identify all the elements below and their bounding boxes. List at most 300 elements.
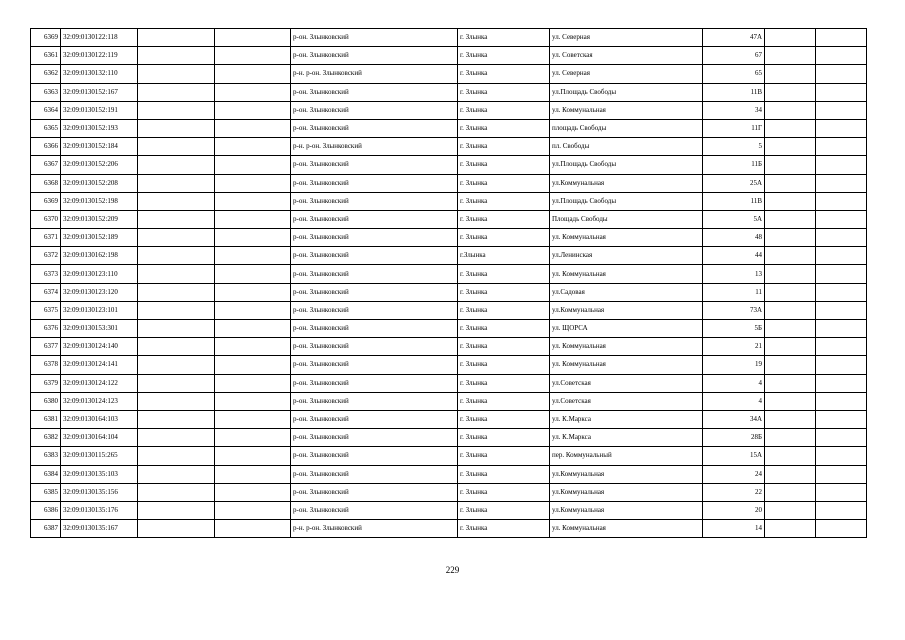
- town-cell: г.Злынка: [458, 247, 550, 265]
- cadastral-number: 32:09:0130122:118: [61, 29, 138, 47]
- empty-cell: [816, 156, 867, 174]
- empty-cell: [765, 283, 816, 301]
- cadastral-number: 32:09:0130124:141: [61, 356, 138, 374]
- table-row: [31, 174, 867, 192]
- district-cell: р-он. Злынковский: [291, 29, 458, 47]
- street-cell: ул. Северная: [550, 29, 703, 47]
- empty-cell: [138, 138, 215, 156]
- empty-cell: [215, 265, 291, 283]
- empty-cell: [765, 447, 816, 465]
- table-row: [31, 338, 867, 356]
- empty-cell: [138, 392, 215, 410]
- cadastral-number: 32:09:0130152:189: [61, 229, 138, 247]
- empty-cell: [765, 356, 816, 374]
- house-number-cell: 20: [703, 501, 765, 519]
- house-number-cell: 11Г: [703, 119, 765, 137]
- district-cell: р-он. Злынковский: [291, 174, 458, 192]
- table-row: [31, 465, 867, 483]
- town-cell: г. Злынка: [458, 47, 550, 65]
- empty-cell: [816, 520, 867, 538]
- row-number: 6379: [31, 374, 61, 392]
- empty-cell: [816, 65, 867, 83]
- empty-cell: [765, 83, 816, 101]
- empty-cell: [138, 119, 215, 137]
- table-row: [31, 283, 867, 301]
- empty-cell: [816, 119, 867, 137]
- district-cell: р-он. Злынковский: [291, 410, 458, 428]
- row-number: 6380: [31, 392, 61, 410]
- empty-cell: [765, 392, 816, 410]
- empty-cell: [765, 483, 816, 501]
- district-cell: р-он. Злынковский: [291, 47, 458, 65]
- empty-cell: [765, 374, 816, 392]
- empty-cell: [816, 47, 867, 65]
- town-cell: г. Злынка: [458, 447, 550, 465]
- table-row: [31, 138, 867, 156]
- district-cell: р-он. Злынковский: [291, 501, 458, 519]
- cadastral-number: 32:09:0130164:104: [61, 429, 138, 447]
- house-number-cell: 5Б: [703, 320, 765, 338]
- empty-cell: [765, 210, 816, 228]
- table-row: [31, 429, 867, 447]
- empty-cell: [816, 447, 867, 465]
- empty-cell: [765, 265, 816, 283]
- empty-cell: [816, 483, 867, 501]
- cadastral-number: 32:09:0130123:110: [61, 265, 138, 283]
- empty-cell: [816, 83, 867, 101]
- cadastral-number: 32:09:0130124:123: [61, 392, 138, 410]
- registry-table: [30, 28, 867, 538]
- table-row: [31, 156, 867, 174]
- house-number-cell: 5: [703, 138, 765, 156]
- row-number: 6381: [31, 410, 61, 428]
- empty-cell: [215, 47, 291, 65]
- house-number-cell: 34: [703, 101, 765, 119]
- empty-cell: [138, 229, 215, 247]
- row-number: 6364: [31, 101, 61, 119]
- empty-cell: [215, 138, 291, 156]
- empty-cell: [138, 283, 215, 301]
- empty-cell: [138, 174, 215, 192]
- cadastral-number: 32:09:0130152:184: [61, 138, 138, 156]
- district-cell: р-он. Злынковский: [291, 119, 458, 137]
- empty-cell: [816, 356, 867, 374]
- table-row: [31, 301, 867, 319]
- empty-cell: [765, 247, 816, 265]
- row-number: 6386: [31, 501, 61, 519]
- street-cell: ул. Советская: [550, 47, 703, 65]
- district-cell: р-он. Злынковский: [291, 265, 458, 283]
- house-number-cell: 24: [703, 465, 765, 483]
- district-cell: р-он. Злынковский: [291, 283, 458, 301]
- street-cell: ул. К.Маркса: [550, 410, 703, 428]
- empty-cell: [215, 101, 291, 119]
- cadastral-number: 32:09:0130162:198: [61, 247, 138, 265]
- empty-cell: [215, 65, 291, 83]
- town-cell: г. Злынка: [458, 229, 550, 247]
- town-cell: г. Злынка: [458, 483, 550, 501]
- row-number: 6373: [31, 265, 61, 283]
- empty-cell: [816, 338, 867, 356]
- cadastral-number: 32:09:0130152:209: [61, 210, 138, 228]
- district-cell: р-он. Злынковский: [291, 101, 458, 119]
- cadastral-number: 32:09:0130135:103: [61, 465, 138, 483]
- cadastral-number: 32:09:0130152:167: [61, 83, 138, 101]
- town-cell: г. Злынка: [458, 265, 550, 283]
- empty-cell: [816, 265, 867, 283]
- town-cell: г. Злынка: [458, 356, 550, 374]
- row-number: 6368: [31, 174, 61, 192]
- empty-cell: [215, 410, 291, 428]
- cadastral-number: 32:09:0130132:110: [61, 65, 138, 83]
- cadastral-number: 32:09:0130115:265: [61, 447, 138, 465]
- empty-cell: [215, 483, 291, 501]
- empty-cell: [765, 47, 816, 65]
- street-cell: пл. Свободы: [550, 138, 703, 156]
- empty-cell: [138, 192, 215, 210]
- cadastral-number: 32:09:0130123:101: [61, 301, 138, 319]
- house-number-cell: 48: [703, 229, 765, 247]
- row-number: 6361: [31, 47, 61, 65]
- empty-cell: [765, 119, 816, 137]
- table-row: [31, 392, 867, 410]
- district-cell: р-он. Злынковский: [291, 83, 458, 101]
- empty-cell: [215, 29, 291, 47]
- empty-cell: [215, 520, 291, 538]
- empty-cell: [816, 283, 867, 301]
- table-row: [31, 410, 867, 428]
- table-row: [31, 447, 867, 465]
- page-number: 229: [445, 565, 460, 575]
- street-cell: ул. Коммунальная: [550, 356, 703, 374]
- empty-cell: [816, 138, 867, 156]
- town-cell: г. Злынка: [458, 156, 550, 174]
- district-cell: р-он. Злынковский: [291, 301, 458, 319]
- table-row: [31, 210, 867, 228]
- house-number-cell: 73А: [703, 301, 765, 319]
- table-row: [31, 65, 867, 83]
- town-cell: г. Злынка: [458, 338, 550, 356]
- empty-cell: [765, 174, 816, 192]
- house-number-cell: 4: [703, 392, 765, 410]
- row-number: 6378: [31, 356, 61, 374]
- empty-cell: [138, 101, 215, 119]
- empty-cell: [215, 247, 291, 265]
- town-cell: г. Злынка: [458, 101, 550, 119]
- town-cell: г. Злынка: [458, 392, 550, 410]
- empty-cell: [138, 447, 215, 465]
- empty-cell: [765, 301, 816, 319]
- empty-cell: [816, 247, 867, 265]
- empty-cell: [215, 156, 291, 174]
- empty-cell: [816, 501, 867, 519]
- house-number-cell: 67: [703, 47, 765, 65]
- empty-cell: [816, 229, 867, 247]
- town-cell: г. Злынка: [458, 192, 550, 210]
- empty-cell: [215, 356, 291, 374]
- town-cell: г. Злынка: [458, 283, 550, 301]
- empty-cell: [215, 374, 291, 392]
- empty-cell: [215, 338, 291, 356]
- street-cell: ул.Ленинская: [550, 247, 703, 265]
- empty-cell: [138, 301, 215, 319]
- cadastral-number: 32:09:0130152:198: [61, 192, 138, 210]
- street-cell: ул. ЩОРСА: [550, 320, 703, 338]
- empty-cell: [816, 392, 867, 410]
- house-number-cell: 14: [703, 520, 765, 538]
- empty-cell: [816, 101, 867, 119]
- cadastral-number: 32:09:0130164:103: [61, 410, 138, 428]
- empty-cell: [215, 447, 291, 465]
- empty-cell: [816, 29, 867, 47]
- row-number: 6365: [31, 119, 61, 137]
- street-cell: ул.Садовая: [550, 283, 703, 301]
- cadastral-number: 32:09:0130124:140: [61, 338, 138, 356]
- empty-cell: [138, 83, 215, 101]
- street-cell: ул. Коммунальная: [550, 520, 703, 538]
- street-cell: ул. К.Маркса: [550, 429, 703, 447]
- house-number-cell: 65: [703, 65, 765, 83]
- empty-cell: [765, 101, 816, 119]
- district-cell: р-он. Злынковский: [291, 192, 458, 210]
- empty-cell: [765, 229, 816, 247]
- house-number-cell: 34А: [703, 410, 765, 428]
- empty-cell: [765, 29, 816, 47]
- empty-cell: [138, 247, 215, 265]
- district-cell: р-он. Злынковский: [291, 392, 458, 410]
- empty-cell: [765, 520, 816, 538]
- table-row: [31, 265, 867, 283]
- cadastral-number: 32:09:0130135:156: [61, 483, 138, 501]
- row-number: 6369: [31, 29, 61, 47]
- district-cell: р-н. р-он. Злынковский: [291, 520, 458, 538]
- empty-cell: [138, 265, 215, 283]
- house-number-cell: 11Б: [703, 156, 765, 174]
- empty-cell: [215, 83, 291, 101]
- town-cell: г. Злынка: [458, 501, 550, 519]
- empty-cell: [215, 119, 291, 137]
- table-row: [31, 501, 867, 519]
- district-cell: р-он. Злынковский: [291, 229, 458, 247]
- empty-cell: [816, 192, 867, 210]
- empty-cell: [816, 374, 867, 392]
- empty-cell: [816, 174, 867, 192]
- house-number-cell: 21: [703, 338, 765, 356]
- row-number: 6387: [31, 520, 61, 538]
- empty-cell: [138, 210, 215, 228]
- district-cell: р-он. Злынковский: [291, 374, 458, 392]
- cadastral-number: 32:09:0130135:167: [61, 520, 138, 538]
- district-cell: р-он. Злынковский: [291, 210, 458, 228]
- table-row: [31, 356, 867, 374]
- table-row: [31, 374, 867, 392]
- empty-cell: [215, 229, 291, 247]
- street-cell: ул. Коммунальная: [550, 338, 703, 356]
- cadastral-number: 32:09:0130152:193: [61, 119, 138, 137]
- house-number-cell: 13: [703, 265, 765, 283]
- empty-cell: [138, 483, 215, 501]
- street-cell: ул.Коммунальная: [550, 174, 703, 192]
- empty-cell: [765, 338, 816, 356]
- empty-cell: [138, 29, 215, 47]
- row-number: 6383: [31, 447, 61, 465]
- street-cell: ул.Площадь Свободы: [550, 83, 703, 101]
- town-cell: г. Злынка: [458, 520, 550, 538]
- town-cell: г. Злынка: [458, 65, 550, 83]
- table-row: [31, 320, 867, 338]
- table-row: [31, 520, 867, 538]
- district-cell: р-он. Злынковский: [291, 247, 458, 265]
- district-cell: р-он. Злынковский: [291, 465, 458, 483]
- row-number: 6382: [31, 429, 61, 447]
- cadastral-number: 32:09:0130135:176: [61, 501, 138, 519]
- street-cell: ул.Площадь Свободы: [550, 192, 703, 210]
- house-number-cell: 47А: [703, 29, 765, 47]
- house-number-cell: 25А: [703, 174, 765, 192]
- table-row: [31, 83, 867, 101]
- empty-cell: [215, 501, 291, 519]
- row-number: 6384: [31, 465, 61, 483]
- empty-cell: [816, 465, 867, 483]
- house-number-cell: 44: [703, 247, 765, 265]
- table-row: [31, 29, 867, 47]
- cadastral-number: 32:09:0130123:120: [61, 283, 138, 301]
- row-number: 6385: [31, 483, 61, 501]
- town-cell: г. Злынка: [458, 83, 550, 101]
- empty-cell: [138, 320, 215, 338]
- table-body: [31, 29, 867, 538]
- cadastral-number: 32:09:0130152:206: [61, 156, 138, 174]
- row-number: 6377: [31, 338, 61, 356]
- town-cell: г. Злынка: [458, 29, 550, 47]
- district-cell: р-н. р-он. Злынковский: [291, 65, 458, 83]
- town-cell: г. Злынка: [458, 410, 550, 428]
- empty-cell: [215, 301, 291, 319]
- house-number-cell: 19: [703, 356, 765, 374]
- house-number-cell: 11В: [703, 192, 765, 210]
- town-cell: г. Злынка: [458, 320, 550, 338]
- house-number-cell: 4: [703, 374, 765, 392]
- empty-cell: [765, 429, 816, 447]
- row-number: 6372: [31, 247, 61, 265]
- table-row: [31, 47, 867, 65]
- empty-cell: [765, 410, 816, 428]
- row-number: 6362: [31, 65, 61, 83]
- cadastral-number: 32:09:0130152:191: [61, 101, 138, 119]
- street-cell: ул.Советская: [550, 392, 703, 410]
- row-number: 6366: [31, 138, 61, 156]
- cadastral-number: 32:09:0130124:122: [61, 374, 138, 392]
- town-cell: г. Злынка: [458, 210, 550, 228]
- table-row: [31, 101, 867, 119]
- town-cell: г. Злынка: [458, 429, 550, 447]
- town-cell: г. Злынка: [458, 119, 550, 137]
- empty-cell: [816, 320, 867, 338]
- town-cell: г. Злынка: [458, 174, 550, 192]
- town-cell: г. Злынка: [458, 465, 550, 483]
- house-number-cell: 28Б: [703, 429, 765, 447]
- row-number: 6374: [31, 283, 61, 301]
- street-cell: ул.Коммунальная: [550, 501, 703, 519]
- district-cell: р-он. Злынковский: [291, 320, 458, 338]
- cadastral-number: 32:09:0130122:119: [61, 47, 138, 65]
- street-cell: ул. Коммунальная: [550, 265, 703, 283]
- empty-cell: [138, 356, 215, 374]
- empty-cell: [215, 174, 291, 192]
- empty-cell: [215, 210, 291, 228]
- empty-cell: [816, 429, 867, 447]
- empty-cell: [138, 520, 215, 538]
- district-cell: р-он. Злынковский: [291, 356, 458, 374]
- table-row: [31, 247, 867, 265]
- district-cell: р-он. Злынковский: [291, 156, 458, 174]
- empty-cell: [215, 429, 291, 447]
- row-number: 6367: [31, 156, 61, 174]
- empty-cell: [816, 410, 867, 428]
- empty-cell: [138, 47, 215, 65]
- table-row: [31, 119, 867, 137]
- table-row: [31, 483, 867, 501]
- empty-cell: [816, 301, 867, 319]
- street-cell: пер. Коммунальный: [550, 447, 703, 465]
- empty-cell: [765, 465, 816, 483]
- empty-cell: [215, 192, 291, 210]
- row-number: 6371: [31, 229, 61, 247]
- empty-cell: [215, 392, 291, 410]
- district-cell: р-он. Злынковский: [291, 447, 458, 465]
- row-number: 6370: [31, 210, 61, 228]
- empty-cell: [215, 465, 291, 483]
- empty-cell: [765, 156, 816, 174]
- street-cell: ул.Коммунальная: [550, 465, 703, 483]
- town-cell: г. Злынка: [458, 138, 550, 156]
- empty-cell: [215, 320, 291, 338]
- street-cell: площадь Свободы: [550, 119, 703, 137]
- district-cell: р-он. Злынковский: [291, 338, 458, 356]
- empty-cell: [138, 374, 215, 392]
- table-row: [31, 229, 867, 247]
- row-number: 6376: [31, 320, 61, 338]
- empty-cell: [138, 156, 215, 174]
- street-cell: ул.Коммунальная: [550, 301, 703, 319]
- empty-cell: [765, 320, 816, 338]
- cadastral-number: 32:09:0130153:301: [61, 320, 138, 338]
- empty-cell: [765, 192, 816, 210]
- street-cell: ул. Коммунальная: [550, 229, 703, 247]
- town-cell: г. Злынка: [458, 301, 550, 319]
- row-number: 6375: [31, 301, 61, 319]
- empty-cell: [765, 65, 816, 83]
- empty-cell: [138, 338, 215, 356]
- house-number-cell: 5А: [703, 210, 765, 228]
- empty-cell: [138, 429, 215, 447]
- empty-cell: [765, 501, 816, 519]
- empty-cell: [816, 210, 867, 228]
- street-cell: Площадь Свободы: [550, 210, 703, 228]
- row-number: 6369: [31, 192, 61, 210]
- house-number-cell: 11В: [703, 83, 765, 101]
- empty-cell: [138, 410, 215, 428]
- street-cell: ул.Советская: [550, 374, 703, 392]
- cadastral-number: 32:09:0130152:208: [61, 174, 138, 192]
- house-number-cell: 22: [703, 483, 765, 501]
- street-cell: ул. Коммунальная: [550, 101, 703, 119]
- district-cell: р-он. Злынковский: [291, 483, 458, 501]
- house-number-cell: 15А: [703, 447, 765, 465]
- house-number-cell: 11: [703, 283, 765, 301]
- street-cell: ул.Коммунальная: [550, 483, 703, 501]
- row-number: 6363: [31, 83, 61, 101]
